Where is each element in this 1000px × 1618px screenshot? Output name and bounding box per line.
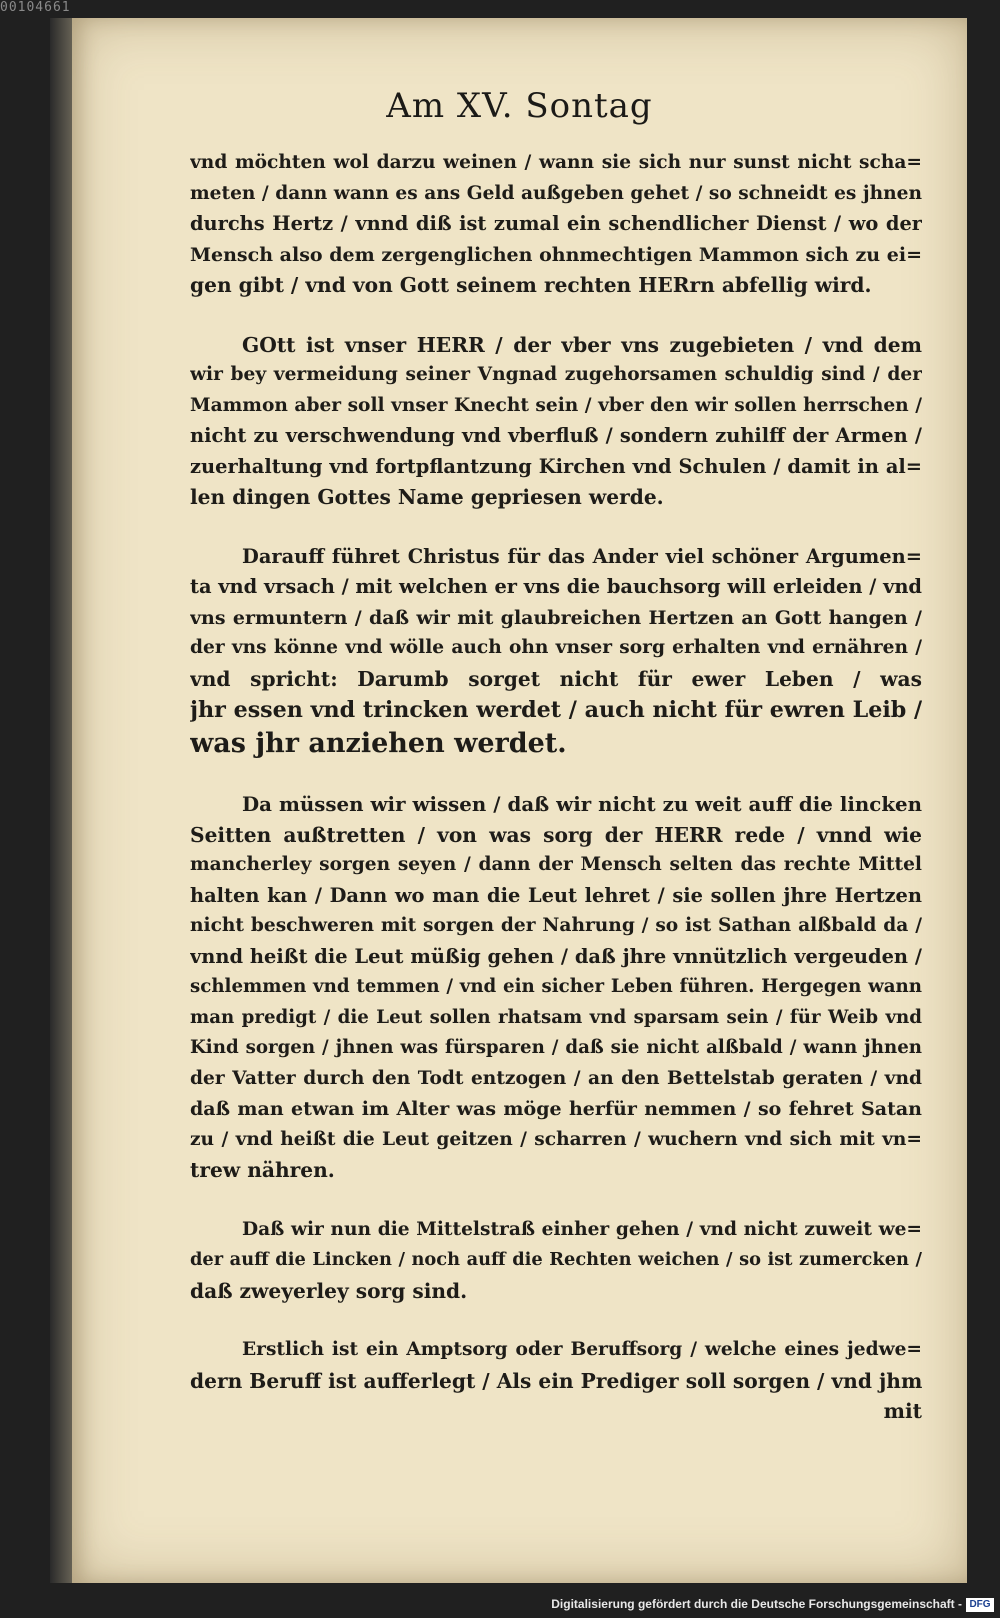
text-line: durchs Hertz / vnnd diß ist zumal ein schendlicher Dienst / wo der xyxy=(190,212,922,235)
text-line: Kind sorgen / jhnen was fürsparen / daß sie nicht alßbald / wann jhnen xyxy=(190,1037,922,1058)
text-line: nicht zu verschwendung vnd vberfluß / sondern zuhilff der Armen / xyxy=(190,424,922,447)
funding-credit: Digitalisierung gefördert durch die Deutsche Forschungsgemeinschaft - xyxy=(551,1597,962,1611)
text-line: vnd möchten wol darzu weinen / wann sie sich nur sunst nicht scha= xyxy=(190,152,922,173)
paragraph-3 xyxy=(190,542,922,761)
text-line: meten / dann wann es ans Geld außgeben gehet / so schneidt es jhnen xyxy=(190,182,922,204)
text-line: Erstlich ist ein Amptsorg oder Beruffsorg / welche eines jedwe= xyxy=(242,1339,922,1360)
text-line: der Vatter durch den Todt entzogen / an den Bettelstab geraten / vnd xyxy=(190,1067,922,1089)
image-id-label: 00104661 xyxy=(0,0,71,15)
paragraph-2 xyxy=(190,330,922,513)
page-sheet xyxy=(72,18,967,1583)
text-line: dern Beruff ist aufferlegt / Als ein Prediger soll sorgen / vnd jhm xyxy=(190,1368,922,1393)
paragraph-1 xyxy=(190,148,922,301)
text-line: Mammon aber soll vnser Knecht sein / vber den wir sollen herrschen / xyxy=(190,394,922,416)
text-block xyxy=(190,148,922,1456)
dfg-logo-icon: DFG xyxy=(966,1598,994,1612)
footer-bar xyxy=(0,1594,1000,1618)
text-line: ta vnd vrsach / mit welchen er vns die bauchsorg will erleiden / vnd xyxy=(190,575,922,598)
text-line: len dingen Gottes Name gepriesen werde. xyxy=(190,485,664,509)
paragraph-5 xyxy=(190,1215,922,1307)
text-line: vnnd heißt die Leut müßig gehen / daß jhre vnnützlich vergeuden / xyxy=(190,944,922,968)
text-line: vnd spricht: Darumb sorget nicht für ewer Leben / was xyxy=(190,666,922,691)
text-line: der auff die Lincken / noch auff die Rechten weichen / so ist zumercken / xyxy=(190,1249,922,1270)
text-line: GOtt ist vnser HERR / der vber vns zugebieten / vnd dem xyxy=(242,332,922,357)
emphasized-text-line: was jhr anziehen werdet. xyxy=(190,728,567,759)
text-line: man predigt / die Leut sollen rhatsam vnd sparsam sein / für Weib vnd xyxy=(190,1006,922,1028)
text-line: Seitten außtretten / von was sorg der HERR rede / vnnd wie xyxy=(190,822,922,847)
emphasized-text-line: jhr essen vnd trincken werdet / auch nicht für ewren Leib / xyxy=(190,697,922,723)
text-line: zuerhaltung vnd fortpflantzung Kirchen vnd Schulen / damit in al= xyxy=(190,454,922,478)
text-line: halten kan / Dann wo man die Leut lehret / sie sollen jhre Hertzen xyxy=(190,883,922,907)
catchword: mit xyxy=(883,1399,922,1423)
text-line: Da müssen wir wissen / daß wir nicht zu weit auff die lincken xyxy=(242,792,922,816)
text-line: daß man etwan im Alter was möge herfür nemmen / so fehret Satan xyxy=(190,1098,922,1120)
text-line: daß zweyerley sorg sind. xyxy=(190,1278,468,1303)
book-gutter-shadow xyxy=(50,18,74,1583)
text-line: mancherley sorgen seyen / dann der Mensch selten das rechte Mittel xyxy=(190,854,922,875)
text-line: Mensch also dem zergenglichen ohnmechtigen Mammon sich zu ei= xyxy=(190,243,922,266)
text-line: vns ermuntern / daß wir mit glaubreichen Hertzen an Gott hangen / xyxy=(190,606,922,629)
paragraph-6 xyxy=(190,1335,922,1427)
text-line: nicht beschweren mit sorgen der Nahrung / so ist Sathan alßbald da / xyxy=(190,915,922,936)
text-line: Darauff führet Christus für das Ander viel schöner Argumen= xyxy=(242,544,922,568)
text-line: der vns könne vnd wölle auch ohn vnser sorg erhalten vnd ernähren / xyxy=(190,637,922,658)
paragraph-4 xyxy=(190,789,922,1186)
text-line: Daß wir nun die Mittelstraß einher gehen / vnd nicht zuweit we= xyxy=(242,1218,922,1240)
text-line: gen gibt / vnd von Gott seinem rechten HERrn abfellig wird. xyxy=(190,273,872,297)
text-line: trew nähren. xyxy=(190,1158,335,1182)
running-head: Am XV. Sontag xyxy=(386,86,653,126)
text-line: schlemmen vnd temmen / vnd ein sicher Leben führen. Hergegen wann xyxy=(190,976,922,997)
text-line: wir bey vermeidung seiner Vngnad zugehorsamen schuldig sind / der xyxy=(190,364,922,385)
text-line: zu / vnd heißt die Leut geitzen / scharren / wuchern vnd sich mit vn= xyxy=(190,1128,922,1150)
